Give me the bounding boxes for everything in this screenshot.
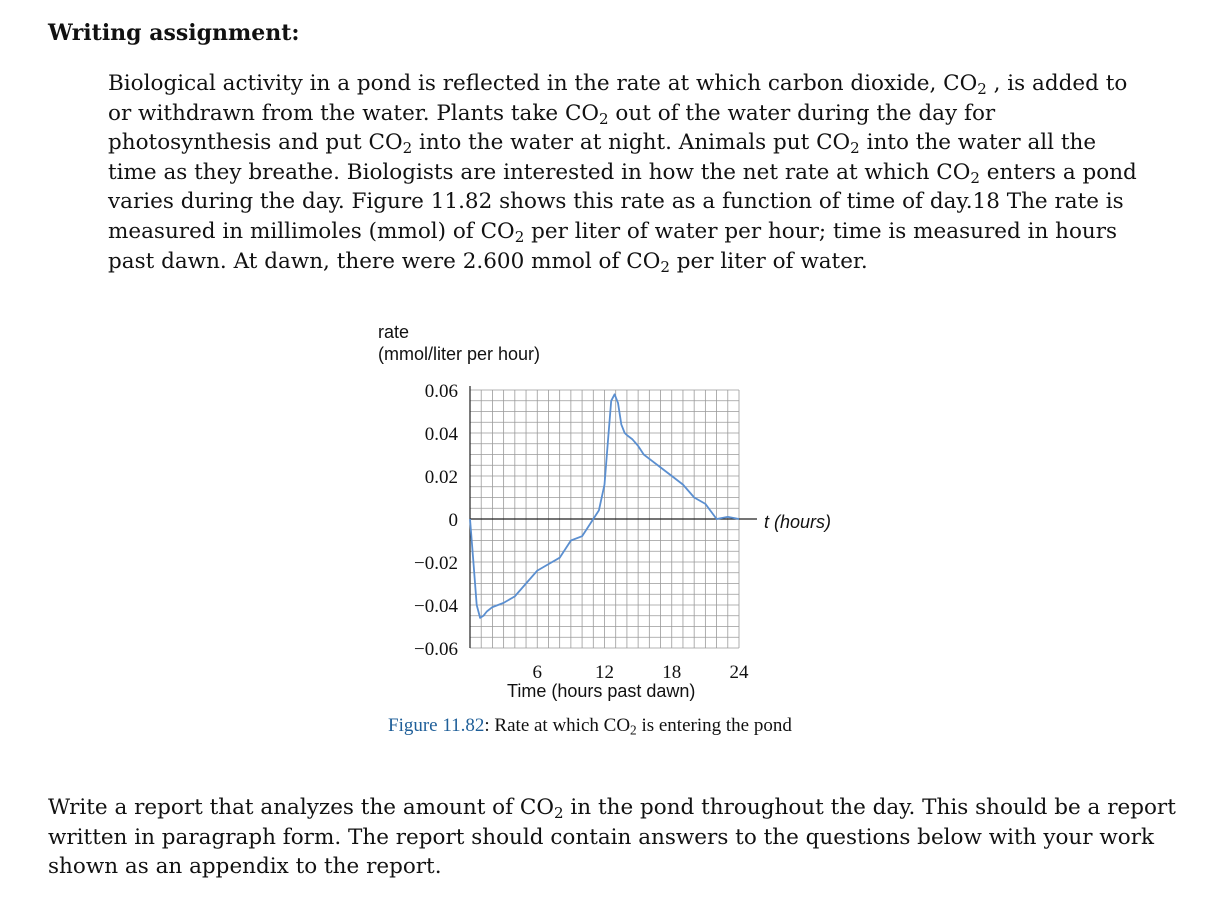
y-tick-label: 0.06 bbox=[424, 381, 458, 402]
y-tick-label: −0.06 bbox=[414, 639, 458, 660]
x-tick-label: 24 bbox=[729, 662, 749, 683]
report-line: shown as an appendix to the report. bbox=[48, 854, 442, 880]
y-axis-label-line2: (mmol/liter per hour) bbox=[378, 344, 541, 364]
y-axis-label-line1: rate bbox=[378, 322, 410, 342]
report-paragraph bbox=[48, 793, 1208, 882]
intro-line: time as they breathe. Biologists are interested in how the net rate at which $CO_2$ enters a pond bbox=[108, 159, 1137, 187]
t-axis-label: t (hours) bbox=[764, 512, 832, 532]
x-axis-label: Time (hours past dawn) bbox=[507, 681, 696, 701]
y-tick-label: 0.02 bbox=[424, 467, 458, 488]
x-tick-label: 6 bbox=[532, 662, 542, 683]
assignment-heading: Writing assignment: bbox=[48, 20, 300, 46]
report-line: Write a report that analyzes the amount of $CO_2$ in the pond throughout the day. This should be a report bbox=[48, 795, 1176, 823]
intro-line: photosynthesis and put $CO_2$ into the water at night. Animals put $CO_2$ into the water all the bbox=[108, 130, 1097, 158]
x-tick-label: 12 bbox=[595, 662, 614, 683]
y-tick-label: 0 bbox=[448, 510, 458, 531]
intro-line: past dawn. At dawn, there were 2.600 mmol of $CO_2$ per liter of water. bbox=[108, 248, 868, 276]
y-tick-labels bbox=[414, 381, 458, 660]
report-line: written in paragraph form. The report should contain answers to the questions below with your work bbox=[48, 824, 1155, 850]
y-tick-label: −0.04 bbox=[414, 596, 458, 617]
chart-axes bbox=[470, 386, 757, 648]
intro-line: varies during the day. Figure 11.82 shows this rate as a function of time of day.18 The rate is bbox=[108, 189, 1124, 215]
x-tick-labels bbox=[533, 662, 750, 683]
y-tick-label: −0.02 bbox=[414, 553, 458, 574]
x-tick-label: 18 bbox=[662, 662, 682, 683]
intro-line: Biological activity in a pond is reflected in the rate at which carbon dioxide, $CO_2$ , is added to bbox=[108, 71, 1128, 99]
figure-caption: Figure 11.82: Rate at which $CO_2$ is entering the pond bbox=[388, 715, 792, 738]
intro-line: or withdrawn from the water. Plants take $CO_2$ out of the water during the day for bbox=[108, 100, 996, 128]
intro-line: measured in millimoles (mmol) of $CO_2$ per liter of water per hour; time is measured in hours bbox=[108, 218, 1118, 247]
figure-caption-label: Figure 11.82 bbox=[388, 715, 485, 736]
y-tick-label: 0.04 bbox=[424, 424, 458, 445]
